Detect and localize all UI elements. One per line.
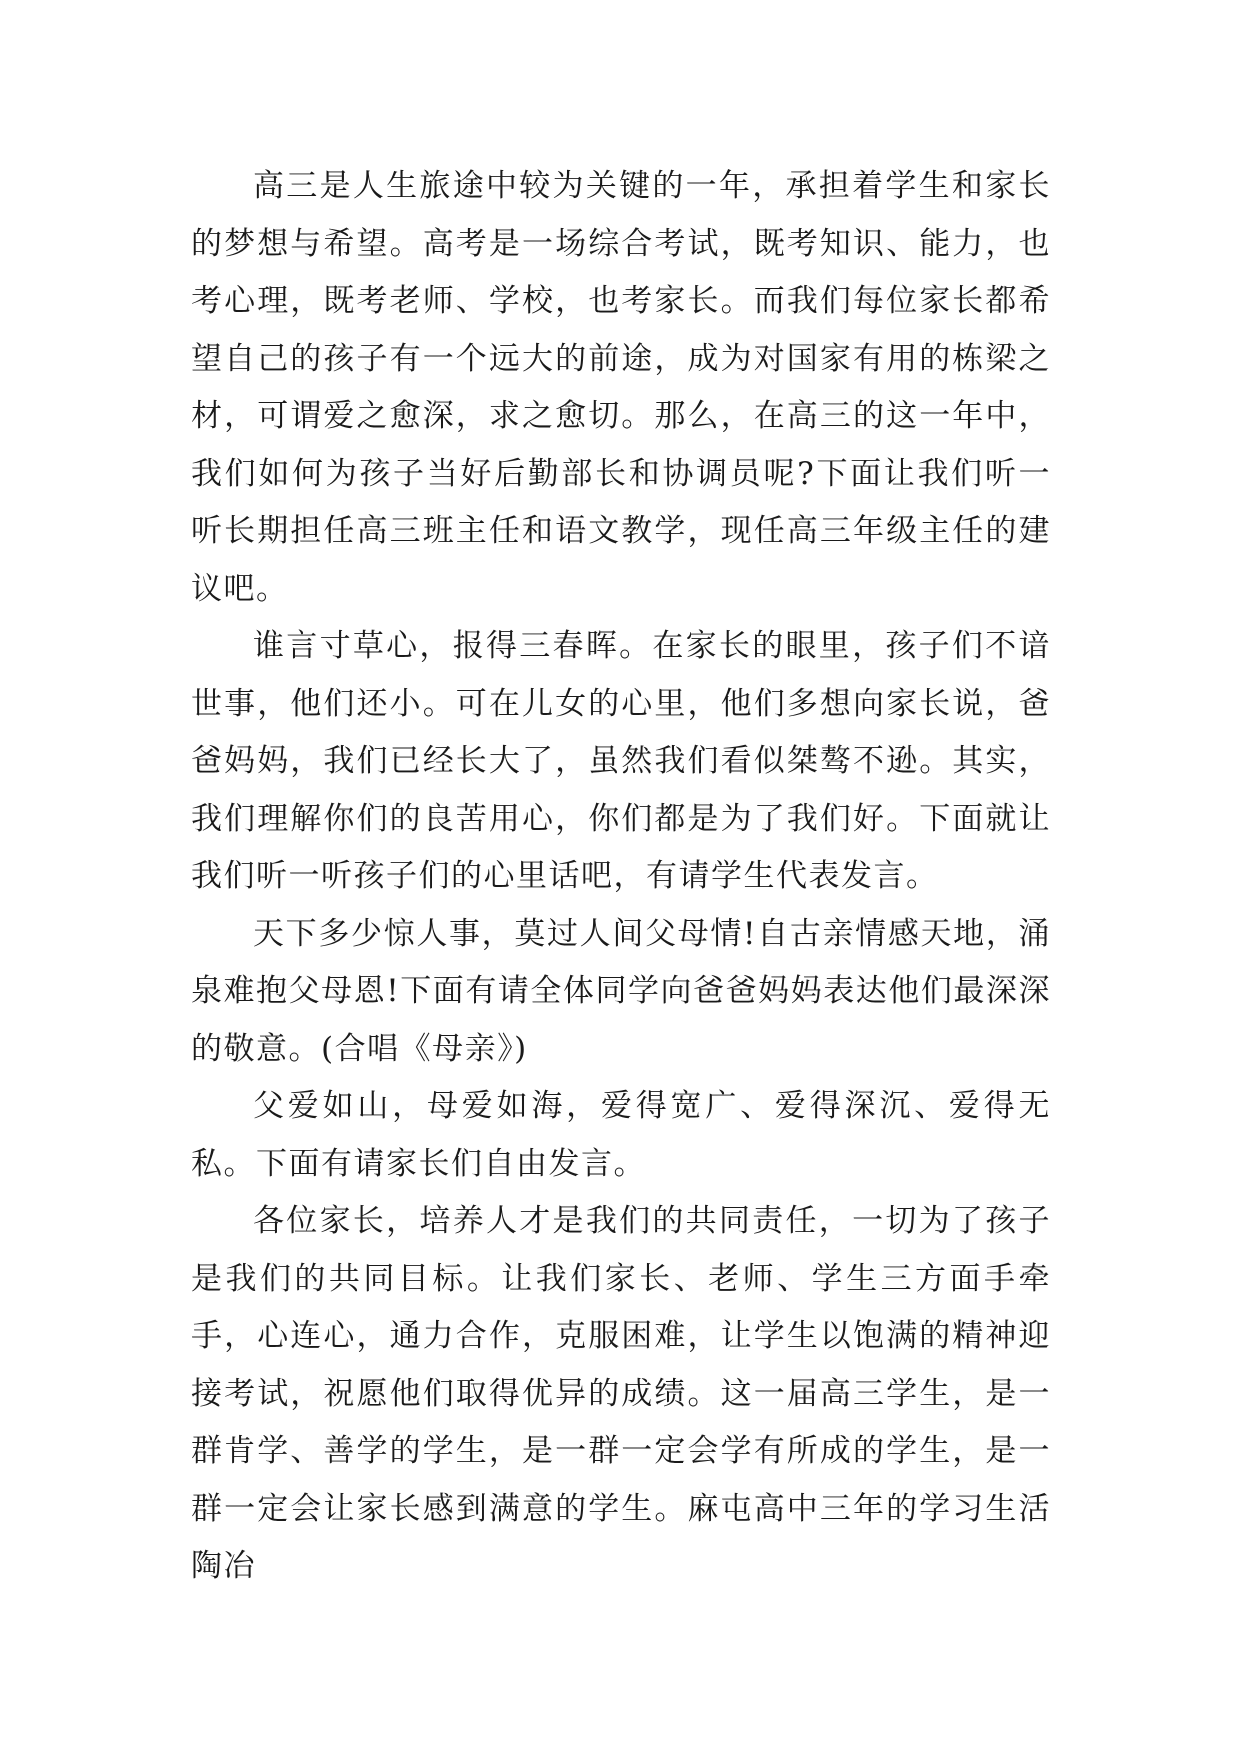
paragraph-5: 各位家长，培养人才是我们的共同责任，一切为了孩子是我们的共同目标。让我们家长、老师、学生三方面手牵手，心连心，通力合作，克服困难，让学生以饱满的精神迎接考试，祝愿他们取得优异的成绩。这一届高三学生，是一群肯学、善学的学生，是一群一定会学有所成的学生，是一群一定会让家长感到满意的学生。麻屯高中三年的学习生活陶冶 bbox=[191, 1203, 1051, 1584]
paragraph-4: 父爱如山，母爱如海，爱得宽广、爱得深沉、爱得无私。下面有请家长们自由发言。 bbox=[191, 1088, 1051, 1182]
paragraph-3: 天下多少惊人事，莫过人间父母情!自古亲情感天地，涌泉难抱父母恩!下面有请全体同学向爸爸妈妈表达他们最深深的敬意。(合唱《母亲》) bbox=[191, 915, 1051, 1067]
document-body bbox=[191, 158, 1051, 1596]
paragraph-2: 谁言寸草心，报得三春晖。在家长的眼里，孩子们不谙世事，他们还小。可在儿女的心里，他们多想向家长说，爸爸妈妈，我们已经长大了，虽然我们看似桀骜不逊。其实，我们理解你们的良苦用心，你们都是为了我们好。下面就让我们听一听孩子们的心里话吧，有请学生代表发言。 bbox=[191, 628, 1051, 894]
paragraph-1: 高三是人生旅途中较为关键的一年，承担着学生和家长的梦想与希望。高考是一场综合考试，既考知识、能力，也考心理，既考老师、学校，也考家长。而我们每位家长都希望自己的孩子有一个远大的前途，成为对国家有用的栋梁之材，可谓爱之愈深，求之愈切。那么，在高三的这一年中，我们如何为孩子当好后勤部长和协调员呢?下面让我们听一听长期担任高三班主任和语文教学，现任高三年级主任的建议吧。 bbox=[191, 168, 1051, 607]
